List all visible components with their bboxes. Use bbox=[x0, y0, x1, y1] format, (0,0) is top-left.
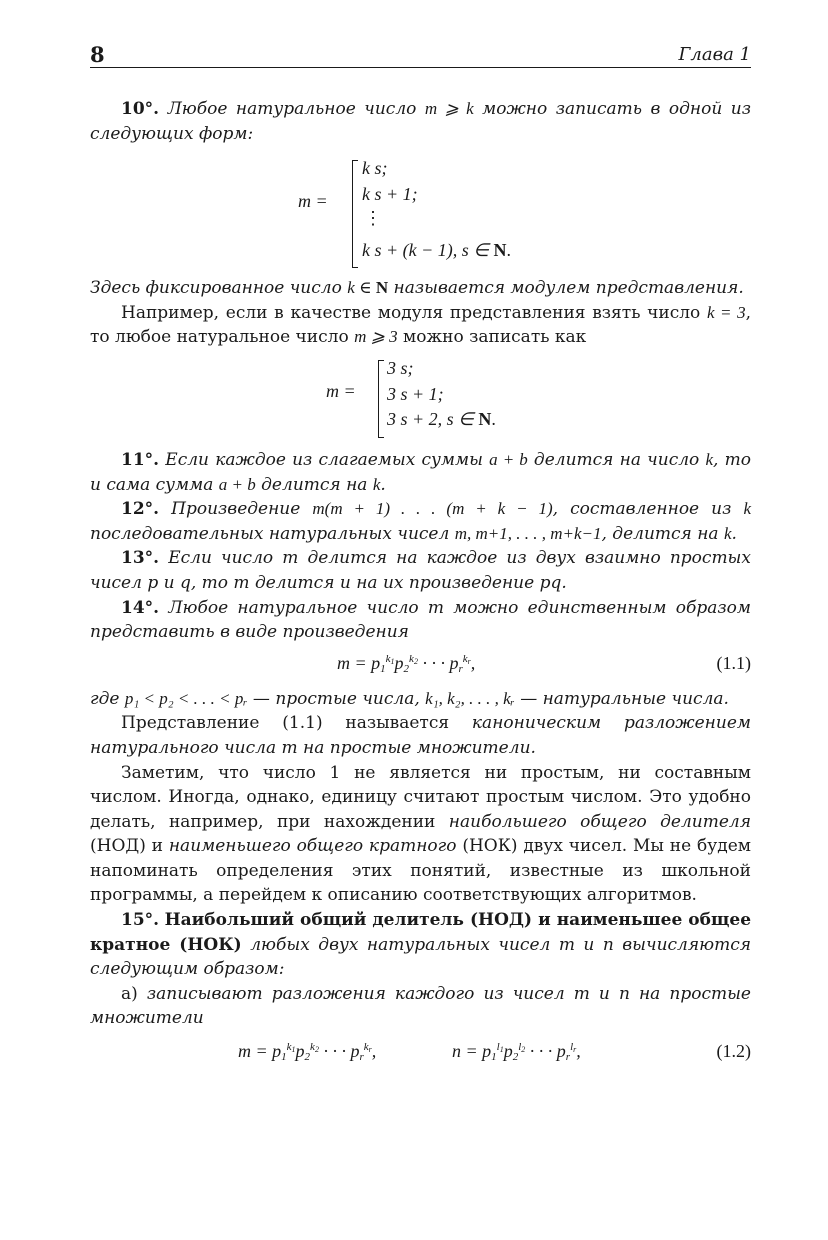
chapter-title: Глава 1 bbox=[678, 44, 751, 65]
math-inline: k ∈ bbox=[347, 278, 376, 298]
item-number: 11°. bbox=[121, 449, 160, 470]
item-13 bbox=[90, 546, 751, 595]
text: делится на число bbox=[527, 449, 706, 470]
math-inline: k₁, k₂, . . . , kᵣ bbox=[425, 688, 515, 708]
equation-body: $n = p_1^{l_1}p_2^{l_2}$ · · · $p_r^{l_r}$, bbox=[452, 1041, 581, 1064]
punct: . bbox=[731, 523, 737, 544]
item-number: 12°. bbox=[121, 499, 160, 520]
text: делится на bbox=[255, 474, 373, 495]
text: , делится на bbox=[601, 523, 724, 544]
remark-paragraph bbox=[90, 761, 751, 909]
term: каноническим разложением натурального числа m на простые множители. bbox=[90, 713, 751, 758]
naturals-symbol: N bbox=[478, 408, 492, 429]
item-12 bbox=[90, 497, 751, 546]
item-number: 10°. bbox=[121, 99, 160, 119]
text: Например, если в качестве модуля представления взять число bbox=[121, 302, 707, 323]
text: Любое натуральное число bbox=[167, 99, 425, 119]
bold-term: Наибольший общий делитель (НОД) и наименьшее общее кратное (НОК) bbox=[90, 910, 752, 955]
step-a bbox=[90, 982, 751, 1031]
math-inline: m(m + 1) . . . (m + k − 1) bbox=[312, 499, 553, 519]
text: можно записать в одной из следующих форм: bbox=[90, 99, 752, 144]
math-inline: k bbox=[723, 523, 732, 543]
page-body bbox=[90, 97, 751, 1075]
item-number: 14°. bbox=[121, 597, 160, 618]
system-row: k s + (k − 1), s ∈ bbox=[362, 240, 494, 261]
math-inline: m ⩾ 3 bbox=[354, 327, 398, 347]
system-row: 3 s + 2, s ∈ bbox=[387, 408, 479, 429]
system-row: ⋮ bbox=[364, 208, 382, 229]
equation-number: (1.2) bbox=[716, 1041, 751, 1062]
text: Если число m делится на каждое из двух взаимно простых чисел p и q, то m делится и на их произведение pq. bbox=[90, 548, 751, 593]
bracket bbox=[352, 160, 358, 268]
text: — простые числа, bbox=[247, 688, 426, 709]
text: Любое натуральное число m можно единственным образом представить в виде произведения bbox=[90, 597, 751, 643]
math-inline: m, m+1, . . . , m+k−1 bbox=[454, 523, 602, 543]
term: наименьшего общего кратного bbox=[168, 836, 457, 857]
after-item-14 bbox=[90, 687, 751, 712]
math-inline: k bbox=[372, 474, 381, 494]
math-inline: a + b bbox=[489, 449, 528, 469]
equation-1-1 bbox=[90, 645, 751, 687]
equation-body: $m = p_1^{k_1}p_2^{k_2}$ · · · $p_r^{k_r}$, bbox=[238, 1041, 377, 1064]
math-inline: k bbox=[743, 499, 751, 519]
text: , то любое натуральное число bbox=[90, 302, 751, 348]
punct: . bbox=[491, 408, 496, 429]
system-row: 3 s + 1; bbox=[387, 383, 444, 404]
item-15 bbox=[90, 908, 751, 982]
item-number: 13°. bbox=[121, 548, 160, 569]
step-label: а) bbox=[121, 983, 138, 1004]
text: (НОД) и bbox=[90, 836, 169, 857]
equation-1-2 bbox=[90, 1031, 751, 1075]
math-inline: k = 3 bbox=[706, 302, 746, 322]
item-number: 15°. bbox=[121, 910, 160, 931]
text: можно записать как bbox=[397, 327, 587, 348]
note-modulus bbox=[90, 276, 751, 301]
system-row: k s; bbox=[362, 158, 388, 179]
text: Представление (1.1) называется bbox=[121, 713, 472, 734]
text: последовательных натуральных чисел bbox=[90, 523, 455, 544]
text: — натуральные числа. bbox=[514, 688, 729, 709]
text: Заметим, что число 1 не является ни простым, ни составным числом. Иногда, однако, единицу считают простым числом. Это удобно делать, например, при нахождении bbox=[90, 762, 751, 832]
running-header bbox=[90, 36, 751, 68]
text: называется модулем представления. bbox=[388, 278, 744, 299]
term: наибольшего общего делителя bbox=[448, 811, 751, 832]
text: (НОК) двух чисел. Мы не будем напоминать определения этих понятий, известные из школьной программы, а перейдем к описанию соответствующих алгоритмов. bbox=[90, 836, 751, 906]
punct: . bbox=[506, 240, 511, 261]
item-11 bbox=[90, 448, 751, 497]
text: , то и сама сумма bbox=[90, 449, 751, 495]
text: любых двух натуральных чисел m и n вычисляются следующим образом: bbox=[90, 934, 751, 980]
system-row: 3 s; bbox=[387, 357, 414, 378]
text: Если каждое из слагаемых суммы bbox=[165, 449, 490, 470]
item-14 bbox=[90, 596, 751, 645]
system-row: k s + 1; bbox=[362, 184, 418, 205]
system-example bbox=[90, 350, 751, 448]
system-general bbox=[90, 146, 751, 276]
page-number: 8 bbox=[90, 42, 105, 67]
text: Здесь фиксированное число bbox=[90, 278, 348, 299]
canonical-paragraph bbox=[90, 711, 751, 760]
math-inline: p₁ < p₂ < . . . < pᵣ bbox=[124, 688, 248, 708]
text: Произведение bbox=[171, 499, 313, 520]
punct: . bbox=[380, 474, 386, 495]
equation-number: (1.1) bbox=[716, 652, 751, 673]
text: где bbox=[90, 688, 125, 709]
math-inline: m ⩾ k bbox=[424, 99, 474, 118]
bracket bbox=[378, 360, 384, 438]
math-inline: a + b bbox=[218, 474, 256, 494]
system-lhs: m = bbox=[298, 191, 328, 212]
system-lhs: m = bbox=[326, 380, 356, 401]
example-paragraph bbox=[90, 301, 751, 350]
item-10 bbox=[90, 97, 751, 146]
equation-body: $m = p_1^{k_1}p_2^{k_2}$ · · · $p_r^{k_r}$, bbox=[337, 652, 476, 675]
text: записывают разложения каждого из чисел m и n на простые множители bbox=[90, 983, 751, 1029]
naturals-symbol: N bbox=[375, 278, 389, 298]
math-inline: k bbox=[705, 449, 714, 469]
text: , составленное из bbox=[552, 499, 744, 520]
naturals-symbol: N bbox=[493, 240, 507, 261]
